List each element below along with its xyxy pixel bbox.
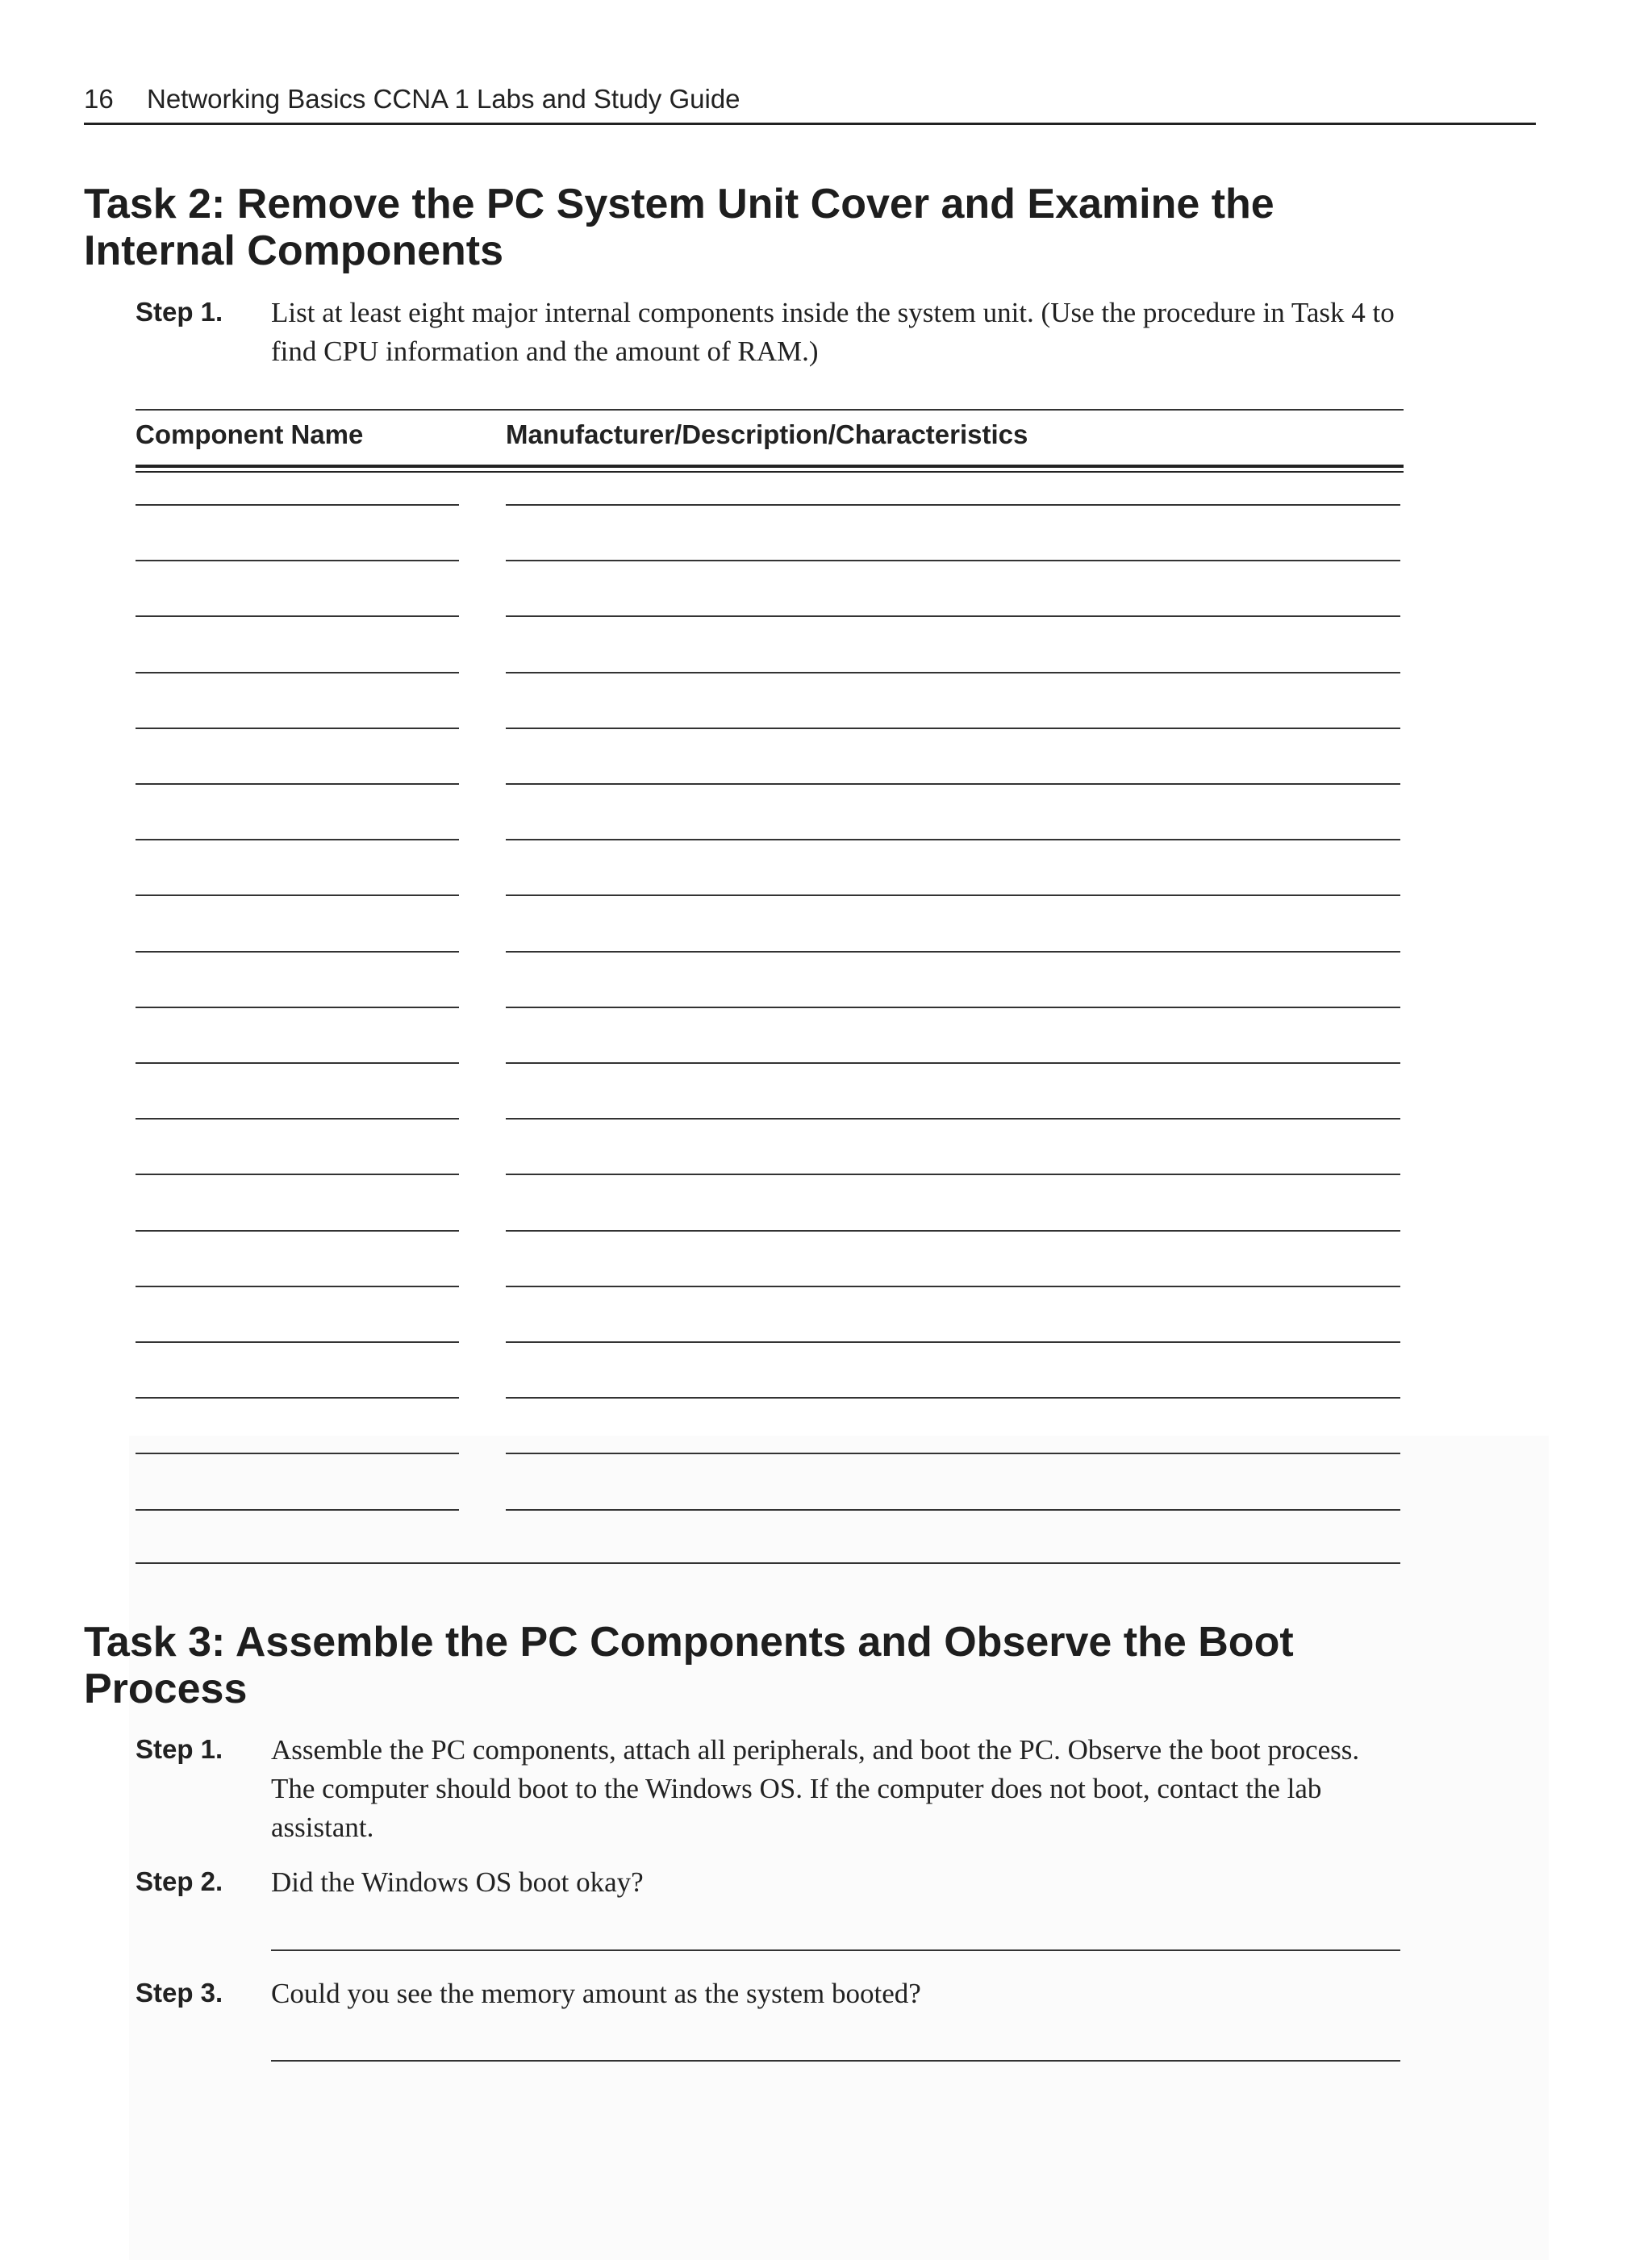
description-blank[interactable] — [506, 1286, 1400, 1287]
task3-title — [84, 1619, 1439, 1712]
description-blank[interactable] — [506, 1007, 1400, 1008]
task2-title-line1: Task 2: Remove the PC System Unit Cover and Examine the — [84, 181, 1274, 227]
component-name-blank[interactable] — [136, 728, 459, 729]
description-blank[interactable] — [506, 839, 1400, 840]
description-blank[interactable] — [506, 615, 1400, 617]
component-name-blank[interactable] — [136, 1007, 459, 1008]
description-blank[interactable] — [506, 951, 1400, 953]
description-blank[interactable] — [506, 560, 1400, 561]
step-label: Step 2. — [136, 1866, 223, 1896]
component-name-blank[interactable] — [136, 1397, 459, 1399]
step-text: Could you see the memory amount as the system booted? — [271, 1978, 921, 2009]
table-header-double-rule — [136, 465, 1404, 473]
component-name-blank[interactable] — [136, 894, 459, 896]
task2-title — [84, 181, 1439, 274]
table-bottom-rule — [136, 1562, 1400, 1564]
header-rule — [84, 123, 1536, 125]
step-label: Step 3. — [136, 1978, 223, 2008]
step-label: Step 1. — [136, 297, 223, 327]
column-header-component-name: Component Name — [136, 419, 364, 449]
task3-title-line2: Process — [84, 1666, 248, 1712]
component-name-blank[interactable] — [136, 1118, 459, 1120]
component-name-blank[interactable] — [136, 783, 459, 785]
description-blank[interactable] — [506, 1118, 1400, 1120]
step-text: Did the Windows OS boot okay? — [271, 1866, 644, 1898]
component-name-blank[interactable] — [136, 1509, 459, 1511]
component-name-blank[interactable] — [136, 1174, 459, 1175]
description-blank[interactable] — [506, 672, 1400, 673]
description-blank[interactable] — [506, 1230, 1400, 1232]
description-blank[interactable] — [506, 728, 1400, 729]
description-blank[interactable] — [506, 894, 1400, 896]
table-top-rule — [136, 409, 1404, 411]
component-name-blank[interactable] — [136, 1230, 459, 1232]
component-name-blank[interactable] — [136, 615, 459, 617]
component-name-blank[interactable] — [136, 672, 459, 673]
component-name-blank[interactable] — [136, 560, 459, 561]
column-header-manufacturer-description: Manufacturer/Description/Characteristics — [506, 419, 1028, 449]
component-name-blank[interactable] — [136, 1062, 459, 1064]
description-blank[interactable] — [506, 1453, 1400, 1454]
page-number: 16 — [84, 84, 114, 114]
book-title: Networking Basics CCNA 1 Labs and Study Guide — [147, 84, 740, 114]
component-name-blank[interactable] — [136, 1286, 459, 1287]
page-background-tint — [129, 1436, 1549, 2260]
component-name-blank[interactable] — [136, 951, 459, 953]
task3-title-line1: Task 3: Assemble the PC Components and Observe the Boot — [84, 1619, 1294, 1666]
step2-answer-line[interactable] — [271, 1949, 1400, 1951]
description-blank[interactable] — [506, 504, 1400, 506]
description-blank[interactable] — [506, 783, 1400, 785]
step-label: Step 1. — [136, 1734, 223, 1764]
step-text: List at least eight major internal components inside the system unit. (Use the procedure in Task 4 to find CPU information and the amount of RAM.) — [271, 297, 1395, 367]
component-name-blank[interactable] — [136, 504, 459, 506]
step3-answer-line[interactable] — [271, 2060, 1400, 2062]
task2-title-line2: Internal Components — [84, 227, 504, 274]
component-name-blank[interactable] — [136, 1341, 459, 1343]
running-head — [84, 84, 1536, 115]
description-blank[interactable] — [506, 1174, 1400, 1175]
step-text: Assemble the PC components, attach all peripherals, and boot the PC. Observe the boot process. The computer should boot to the Windows OS. If the computer does not boot, contact the lab assistant. — [271, 1734, 1360, 1843]
component-name-blank[interactable] — [136, 839, 459, 840]
component-name-blank[interactable] — [136, 1453, 459, 1454]
description-blank[interactable] — [506, 1062, 1400, 1064]
description-blank[interactable] — [506, 1509, 1400, 1511]
description-blank[interactable] — [506, 1341, 1400, 1343]
description-blank[interactable] — [506, 1397, 1400, 1399]
